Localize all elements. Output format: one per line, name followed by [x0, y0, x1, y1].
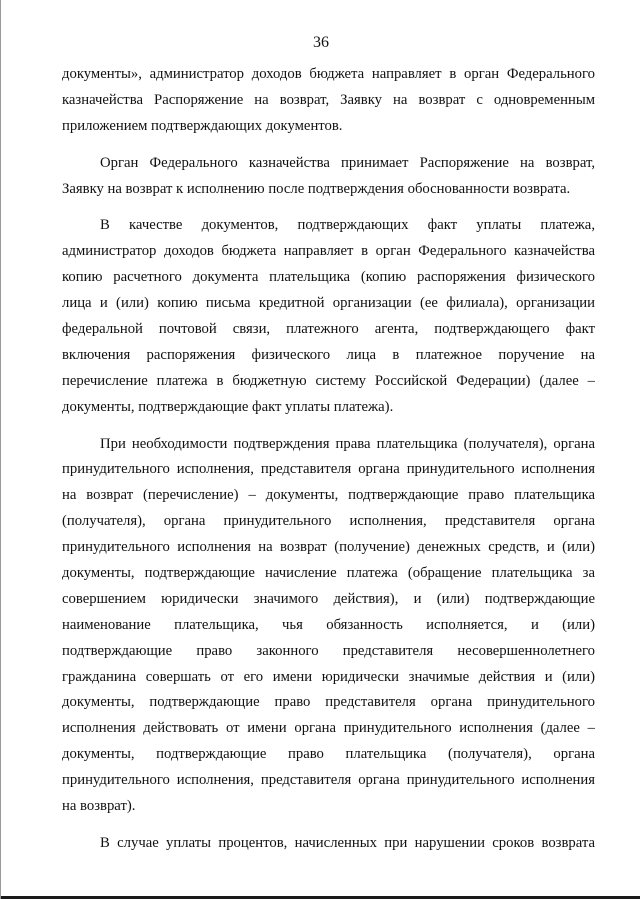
text-line: В качестве документов, подтверждающих факт уплаты платежа,: [100, 217, 595, 234]
paragraph-1: [62, 62, 595, 140]
paragraph-3: [62, 213, 595, 420]
text-line: приложением подтверждающих документов.: [62, 117, 343, 134]
text-line: документы», администратор доходов бюджета направляет в орган Федерального: [62, 66, 595, 82]
text-line: принудительного исполнения на возврат (получение) денежных средств, и (или): [62, 539, 595, 556]
text-line: лица и (или) копию письма кредитной организации (ее филиала), организации: [62, 295, 595, 312]
text-line: Заявку на возврат к исполнению после подтверждения обоснованности возврата.: [62, 180, 571, 197]
text-line: подтверждающие право законного представителя несовершеннолетнего: [62, 642, 595, 659]
text-line: документы, подтверждающие право плательщика (получателя), органа: [62, 746, 595, 763]
text-line: документы, подтверждающие факт уплаты платежа).: [62, 398, 394, 415]
text-line: документы, подтверждающие право представителя органа принудительного: [62, 694, 595, 711]
text-line: документы, подтверждающие начисление платежа (обращение плательщика за: [62, 565, 595, 582]
paragraph-5: [62, 831, 595, 857]
text-line: наименование плательщика, чья обязанность исполняется, и (или): [62, 616, 595, 633]
paragraph-2: [62, 151, 595, 203]
text-line: При необходимости подтверждения права плательщика (получателя), органа: [100, 435, 595, 452]
text-line: гражданина совершать от его имени юридически значимые действия и (или): [62, 668, 595, 685]
text-line: казначейства Распоряжение на возврат, Заявку на возврат с одновременным: [62, 91, 595, 108]
text-line: принудительного исполнения, представителя органа принудительного исполнения: [62, 461, 595, 478]
page-number: 36: [313, 34, 329, 51]
text-line: В случае уплаты процентов, начисленных при нарушении сроков возврата: [100, 834, 595, 851]
text-line: принудительного исполнения, представителя органа принудительного исполнения: [62, 772, 595, 789]
paragraph-4: [62, 432, 595, 820]
text-line: на возврат).: [62, 798, 136, 815]
text-line: включения распоряжения физического лица в платежное поручение на: [62, 346, 595, 363]
document-body: [62, 62, 595, 857]
text-line: Орган Федерального казначейства принимает Распоряжение на возврат,: [100, 154, 595, 171]
text-line: копию расчетного документа плательщика (копию распоряжения физического: [62, 269, 595, 286]
text-line: совершением юридически значимого действия), и (или) подтверждающие: [62, 590, 595, 607]
text-line: (получателя), органа принудительного исполнения, представителя органа: [62, 513, 595, 530]
text-line: федеральной почтовой связи, платежного агента, подтверждающего факт: [62, 321, 595, 338]
text-line: на возврат (перечисление) – документы, подтверждающие право плательщика: [62, 487, 595, 504]
text-line: администратор доходов бюджета направляет в орган Федерального казначейства: [62, 243, 595, 260]
text-line: исполнения действовать от имени органа принудительного исполнения (далее –: [62, 720, 595, 737]
text-line: перечисление платежа в бюджетную систему Российской Федерации) (далее –: [62, 372, 595, 389]
